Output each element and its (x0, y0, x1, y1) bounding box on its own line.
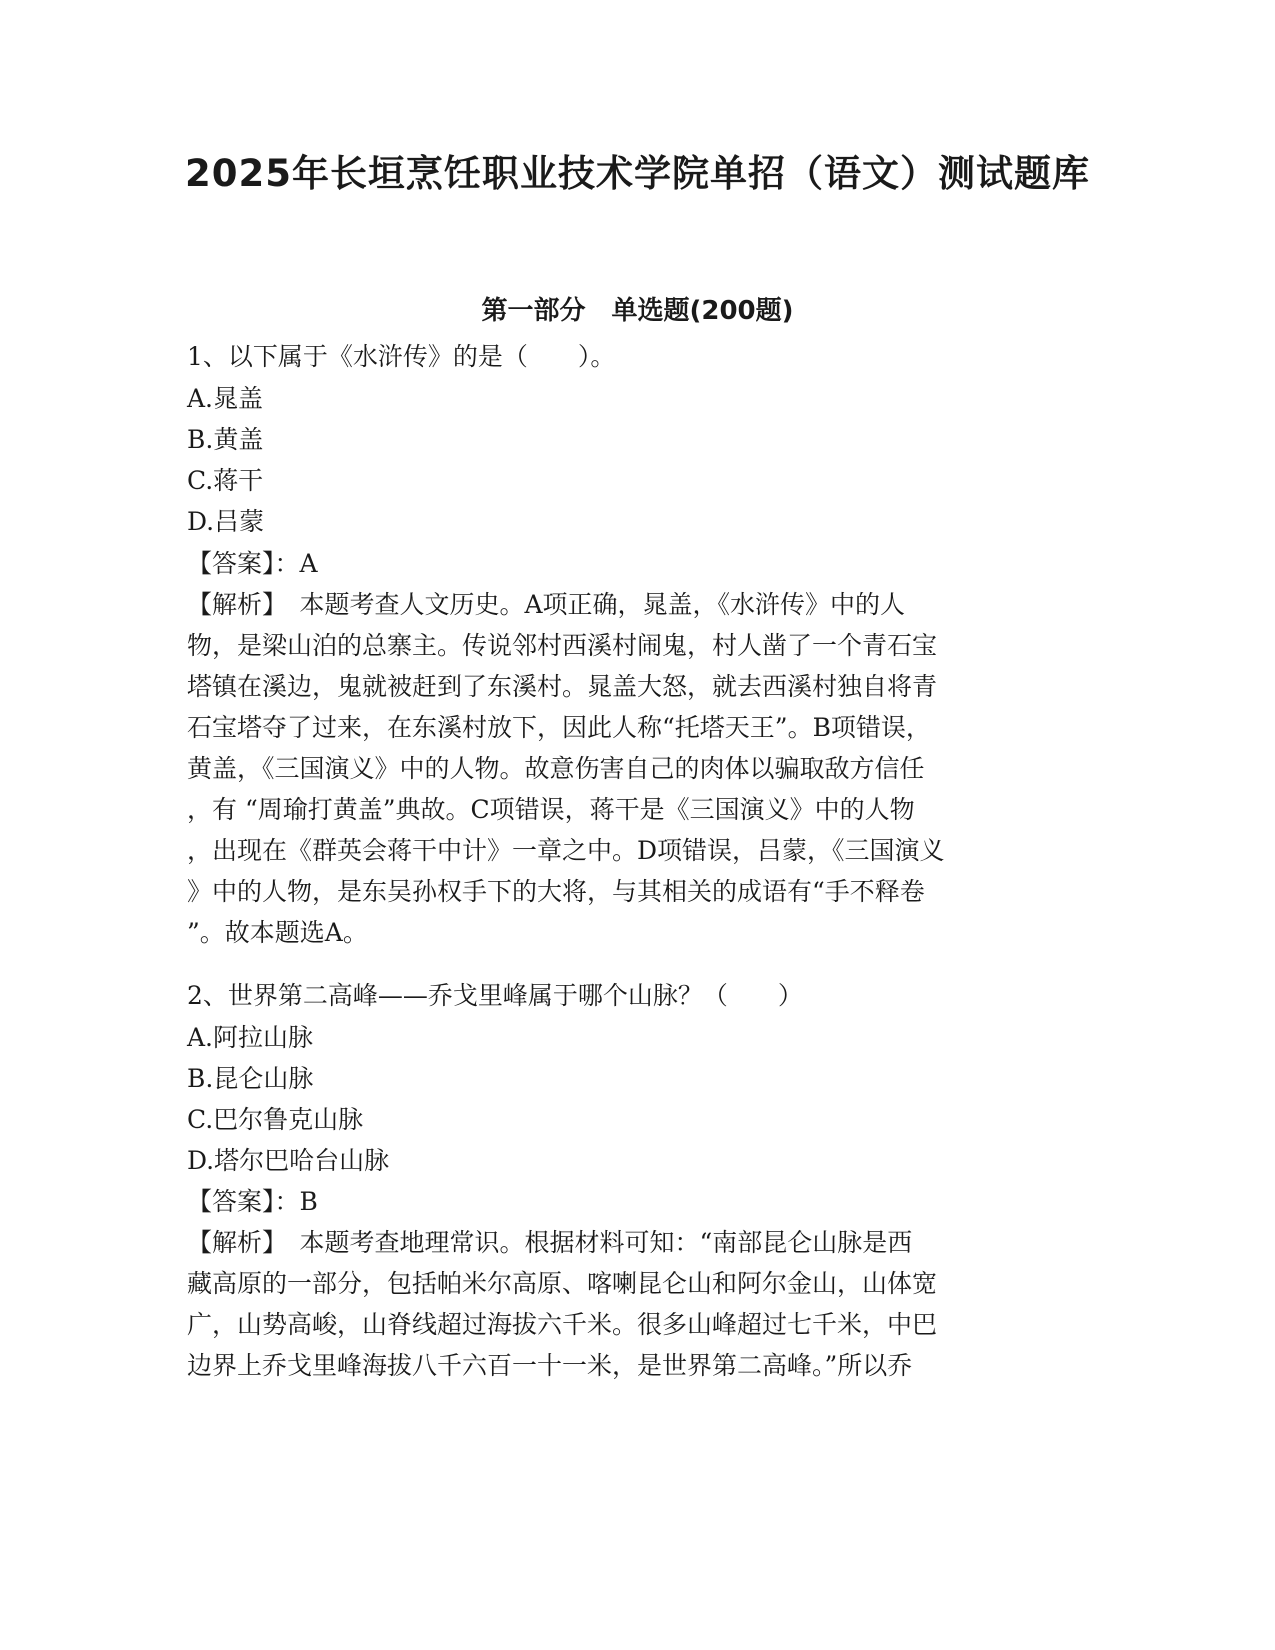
option-c: C.蒋干 (187, 466, 264, 495)
option-b: B.昆仑山脉 (187, 1064, 314, 1093)
analysis-line: 【解析】 本题考查地理常识。根据材料可知：“南部昆仑山脉是西 (187, 1228, 913, 1257)
option-d: D.吕蒙 (187, 507, 265, 536)
analysis-line: 广，山势高峻，山脊线超过海拔六千米。很多山峰超过七千米，中巴 (187, 1310, 938, 1339)
analysis-line: 物，是梁山泊的总寨主。传说邻村西溪村闹鬼，村人凿了一个青石宝 (187, 631, 938, 660)
analysis-line: ，出现在《群英会蒋干中计》一章之中。D项错误，吕蒙，《三国演义 (187, 836, 945, 865)
answer-line: 【答案】：B (187, 1187, 318, 1216)
question-stem: 2、世界第二高峰——乔戈里峰属于哪个山脉？（ ） (187, 981, 803, 1010)
option-b: B.黄盖 (187, 425, 264, 454)
option-c: C.巴尔鲁克山脉 (187, 1105, 364, 1134)
answer-line: 【答案】：A (187, 549, 318, 578)
option-a: A.阿拉山脉 (187, 1023, 314, 1052)
option-a: A.晁盖 (187, 384, 264, 413)
analysis-line: 藏高原的一部分，包括帕米尔高原、喀喇昆仑山和阿尔金山，山体宽 (187, 1269, 938, 1298)
option-d: D.塔尔巴哈台山脉 (187, 1146, 390, 1175)
analysis-line: 塔镇在溪边，鬼就被赶到了东溪村。晁盖大怒，就去西溪村独自将青 (187, 672, 938, 701)
analysis-line: 【解析】 本题考查人文历史。A项正确，晁盖，《水浒传》中的人 (187, 590, 906, 619)
analysis-line: 》中的人物，是东吴孙权手下的大将，与其相关的成语有“手不释卷 (187, 877, 925, 906)
analysis-line: 石宝塔夺了过来，在东溪村放下，因此人称“托塔天王”。B项错误， (187, 713, 931, 742)
analysis-line: 边界上乔戈里峰海拔八千六百一十一米，是世界第二高峰。”所以乔 (187, 1351, 913, 1380)
analysis-line: ”。故本题选A。 (187, 918, 368, 947)
section-title: 第一部分 单选题(200题) (481, 296, 794, 326)
question-stem: 1、以下属于《水浒传》的是（ ）。 (187, 342, 616, 371)
analysis-line: 黄盖，《三国演义》中的人物。故意伤害自己的肉体以骗取敌方信任 (187, 754, 925, 783)
analysis-line: ，有 “周瑜打黄盖”典故。C项错误，蒋干是《三国演义》中的人物 (187, 795, 915, 824)
document-title: 2025年长垣烹饪职业技术学院单招（语文）测试题库 (185, 152, 1090, 195)
